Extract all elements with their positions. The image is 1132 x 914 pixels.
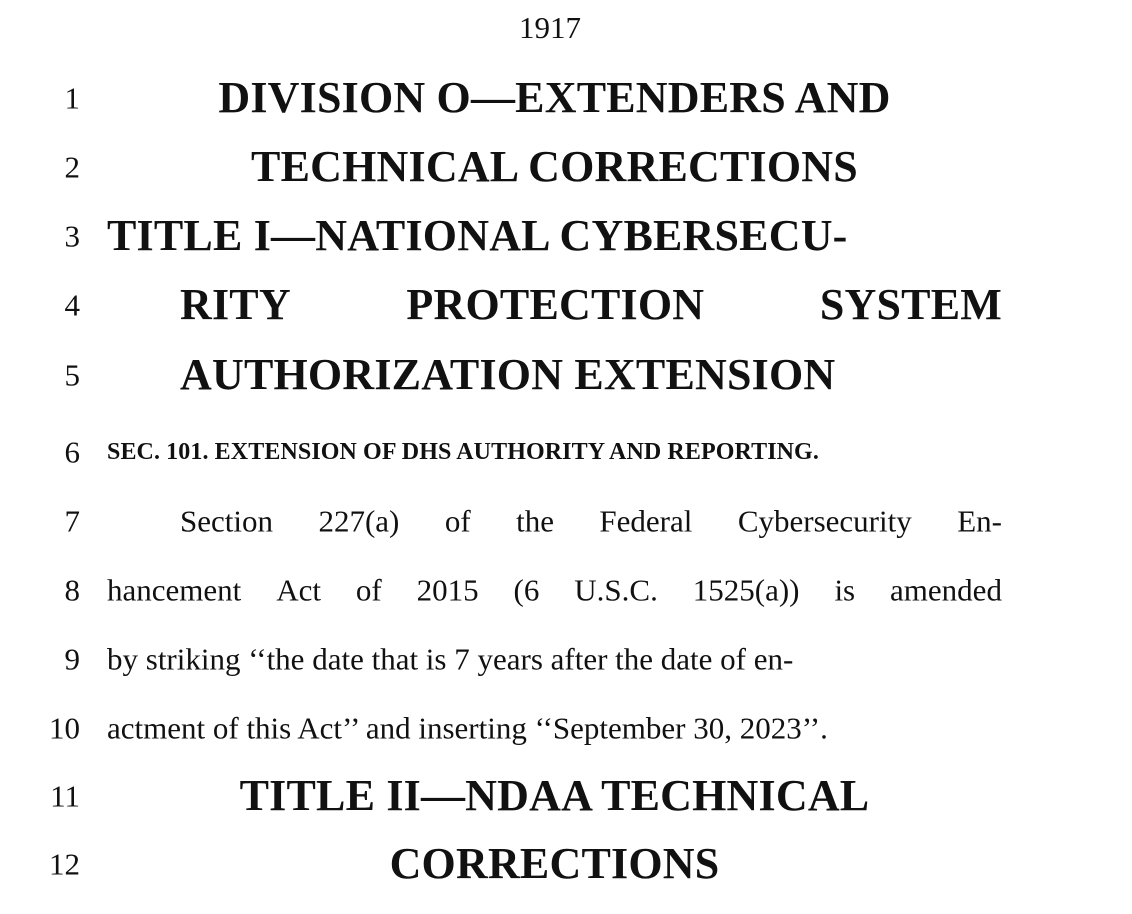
title-heading: TITLE I—NATIONAL CYBERSECU-: [107, 211, 848, 260]
bill-line: [0, 341, 1132, 409]
title-heading-continued: CORRECTIONS: [389, 839, 720, 888]
body-word: (6: [513, 572, 540, 608]
body-text: [107, 572, 1002, 608]
body-word: of: [444, 503, 471, 539]
division-heading: DIVISION O—EXTENDERS AND: [218, 73, 891, 122]
heading-word: RITY: [180, 280, 291, 329]
body-word: En-: [957, 503, 1002, 539]
bill-line: [0, 418, 1132, 486]
body-text: [180, 503, 1002, 539]
body-word: Federal: [599, 503, 693, 539]
line-number: 10: [49, 710, 80, 746]
bill-line: [0, 556, 1132, 624]
bill-line: [0, 133, 1132, 201]
section-heading: SEC. 101. EXTENSION OF DHS AUTHORITY AND REPORTING.: [107, 439, 819, 465]
line-number: 2: [64, 149, 80, 185]
body-word: hancement: [107, 572, 242, 608]
body-text: by striking ‘‘the date that is 7 years after the date of en-: [107, 641, 794, 677]
line-number: 12: [49, 846, 80, 882]
body-word: 227(a): [318, 503, 400, 539]
line-number: 1: [64, 80, 80, 116]
line-number: 11: [50, 778, 80, 814]
title-heading-continued: AUTHORIZATION EXTENSION: [180, 350, 836, 399]
line-number: 6: [64, 434, 80, 470]
title-heading-continued: [180, 280, 1002, 329]
body-word: Section: [180, 503, 273, 539]
bill-line: [0, 694, 1132, 762]
line-number: 9: [64, 641, 80, 677]
bill-line: [0, 762, 1132, 830]
bill-line: [0, 64, 1132, 132]
body-word: amended: [890, 572, 1002, 608]
line-number: 7: [64, 503, 80, 539]
division-heading-continued: TECHNICAL CORRECTIONS: [251, 142, 858, 191]
body-word: Act: [276, 572, 321, 608]
title-heading: TITLE II—NDAA TECHNICAL: [239, 771, 870, 820]
body-text: actment of this Act’’ and inserting ‘‘September 30, 2023’’.: [107, 710, 828, 746]
body-word: is: [834, 572, 856, 608]
bill-line: [0, 271, 1132, 339]
body-word: the: [516, 503, 554, 539]
line-number: 3: [64, 218, 80, 254]
body-word: of: [355, 572, 382, 608]
body-word: U.S.C.: [574, 572, 658, 608]
body-word: 1525(a)): [692, 572, 800, 608]
bill-line: [0, 625, 1132, 693]
bill-line: [0, 830, 1132, 898]
page-number: 1917: [519, 10, 581, 45]
body-word: Cybersecurity: [737, 503, 912, 539]
bill-line: [0, 202, 1132, 270]
heading-word: SYSTEM: [819, 280, 1002, 329]
line-number: 4: [64, 287, 80, 323]
heading-word: PROTECTION: [406, 280, 705, 329]
line-number: 5: [64, 357, 80, 393]
bill-line: [0, 487, 1132, 555]
body-word: 2015: [416, 572, 479, 608]
line-number: 8: [64, 572, 80, 608]
